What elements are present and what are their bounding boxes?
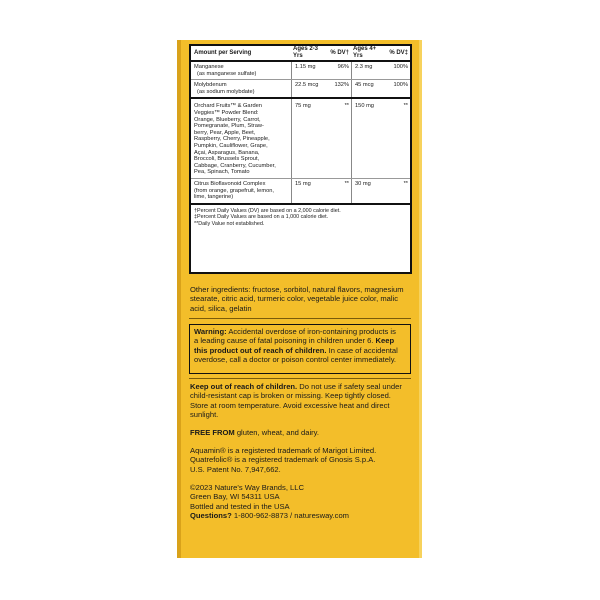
other-ingredients	[190, 285, 412, 313]
free-from	[190, 428, 412, 437]
blend-line: Orange, Blueberry, Carrot,	[194, 116, 261, 123]
header-ages-4-plus: Ages 4+ Yrs	[353, 46, 377, 59]
blend-line: Pomegranate, Plum, Straw-	[194, 123, 264, 130]
header-ages-2-3: Ages 2-3 Yrs	[293, 46, 319, 59]
free-from-bold: FREE FROM	[190, 428, 235, 437]
address-line: Green Bay, WI 54311 USA	[190, 492, 280, 502]
warning-label: Warning:	[194, 327, 227, 336]
nutrient-name: Citrus Bioflavonoid Complex	[194, 180, 266, 187]
questions-label: Questions?	[190, 511, 232, 521]
trademark-line: U.S. Patent No. 7,947,662.	[190, 464, 281, 474]
blend-name: Orchard Fruits™ & Garden	[194, 103, 262, 110]
header-dv-2: % DV‡	[389, 49, 408, 56]
warning-text: In case of accidental	[326, 345, 398, 355]
panel-highlight-edge	[419, 40, 422, 558]
copyright-line: ©2023 Nature's Way Brands, LLC	[190, 483, 304, 492]
header-amount-per-serving: Amount per Serving	[194, 49, 252, 56]
dv-ages-2-3: 132%	[334, 82, 349, 89]
other-ingredients-line: stearate, citric acid, turmeric color, vegetable juice color, malic	[190, 294, 399, 304]
trademarks	[190, 446, 412, 474]
dv-ages-4-plus: **	[403, 103, 408, 110]
nutrient-name: Molybdenum	[194, 82, 227, 89]
blend-line: Raspberry, Cherry, Pineapple,	[194, 136, 270, 143]
header-dv-1: % DV†	[330, 49, 349, 56]
blend-line: Cabbage, Cranberry, Cucumber,	[194, 162, 276, 169]
nutrient-name: Manganese	[194, 64, 224, 70]
dv-ages-4-plus: 100%	[393, 64, 408, 70]
facts-header-row	[191, 46, 410, 62]
amount-ages-4-plus: 30 mg	[351, 179, 386, 203]
nutrient-source: lime, tangerine)	[194, 194, 234, 201]
facts-footnotes	[191, 205, 410, 228]
amount-ages-2-3: 1.15 mg	[291, 62, 326, 79]
keep-out-of-reach	[190, 382, 412, 420]
other-ingredients-line: acid, silica, gelatin	[190, 303, 252, 313]
amount-ages-2-3: 15 mg	[291, 179, 326, 203]
amount-ages-2-3: 22.5 mcg	[291, 80, 326, 97]
amount-ages-4-plus: 45 mcg	[351, 80, 386, 97]
nutrient-source: (from orange, grapefruit, lemon,	[194, 187, 274, 194]
footnote-dv-1000: ‡Percent Daily Values are based on a 1,000 calorie diet.	[194, 214, 329, 221]
facts-row-citrus-bioflavonoid	[191, 179, 410, 205]
bottled-line: Bottled and tested in the USA	[190, 501, 290, 511]
keep-out-text: child-resistant cap is broken or missing. Keep tightly closed.	[190, 391, 391, 401]
blend-line: Pumpkin, Cauliflower, Grape,	[194, 142, 268, 149]
company-info	[190, 483, 412, 521]
keep-out-text: sunlight.	[190, 410, 219, 420]
contact-info: 1-800-962-8873 / naturesway.com	[231, 511, 349, 521]
amount-ages-4-plus: 150 mg	[351, 99, 386, 178]
blend-line: berry, Pear, Apple, Beet,	[194, 129, 256, 136]
facts-row-manganese	[191, 62, 410, 80]
free-from-text: gluten, wheat, and dairy.	[234, 428, 320, 437]
keep-out-text: Do not use if safety seal under	[297, 382, 402, 391]
divider	[189, 318, 411, 319]
blend-line: Pea, Spinach, Tomato	[194, 169, 250, 176]
amount-ages-4-plus: 2.3 mg	[351, 62, 386, 79]
amount-ages-2-3: 75 mg	[291, 99, 326, 178]
trademark-line: Aquamin® is a registered trademark of Marigot Limited.	[190, 446, 377, 455]
facts-row-fruit-veggie-blend	[191, 99, 410, 179]
supplement-facts-table	[189, 44, 412, 274]
warning-bold-text: this product out of reach of children.	[194, 345, 327, 355]
dv-ages-2-3: **	[344, 103, 349, 110]
facts-row-molybdenum	[191, 80, 410, 99]
dv-ages-4-plus: **	[403, 180, 408, 187]
footnote-dv-2000: †Percent Daily Values (DV) are based on a 2,000 calorie diet.	[194, 207, 341, 214]
dv-ages-2-3: **	[344, 180, 349, 187]
footnote-not-established: **Daily Value not established.	[194, 220, 265, 227]
divider	[189, 378, 411, 379]
iron-warning-box	[189, 324, 411, 374]
keep-out-text: Store at room temperature. Avoid excessive heat and direct	[190, 400, 390, 410]
warning-text: Accidental overdose of iron-containing products is	[226, 327, 396, 336]
blend-line: Veggies™ Powder Blend:	[194, 109, 259, 116]
dv-ages-4-plus: 100%	[393, 82, 408, 89]
nutrient-source: (as manganese sulfate)	[197, 70, 257, 77]
warning-text: a leading cause of fatal poisoning in children under 6.	[194, 336, 376, 346]
blend-line: Açai, Asparagus, Banana,	[194, 149, 260, 156]
nutrient-source: (as sodium molybdate)	[197, 88, 255, 95]
dv-ages-2-3: 96%	[337, 64, 349, 70]
blend-line: Broccoli, Brussels Sprout,	[194, 156, 260, 163]
warning-text: overdose, call a doctor or poison control center immediately.	[194, 355, 397, 365]
other-ingredients-line: Other ingredients: fructose, sorbitol, natural flavors, magnesium	[190, 285, 404, 294]
trademark-line: Quatrefolic® is a registered trademark of Gnosis S.p.A.	[190, 455, 376, 465]
warning-bold-text: Keep	[375, 336, 395, 346]
keep-out-bold: Keep out of reach of children.	[190, 382, 298, 391]
